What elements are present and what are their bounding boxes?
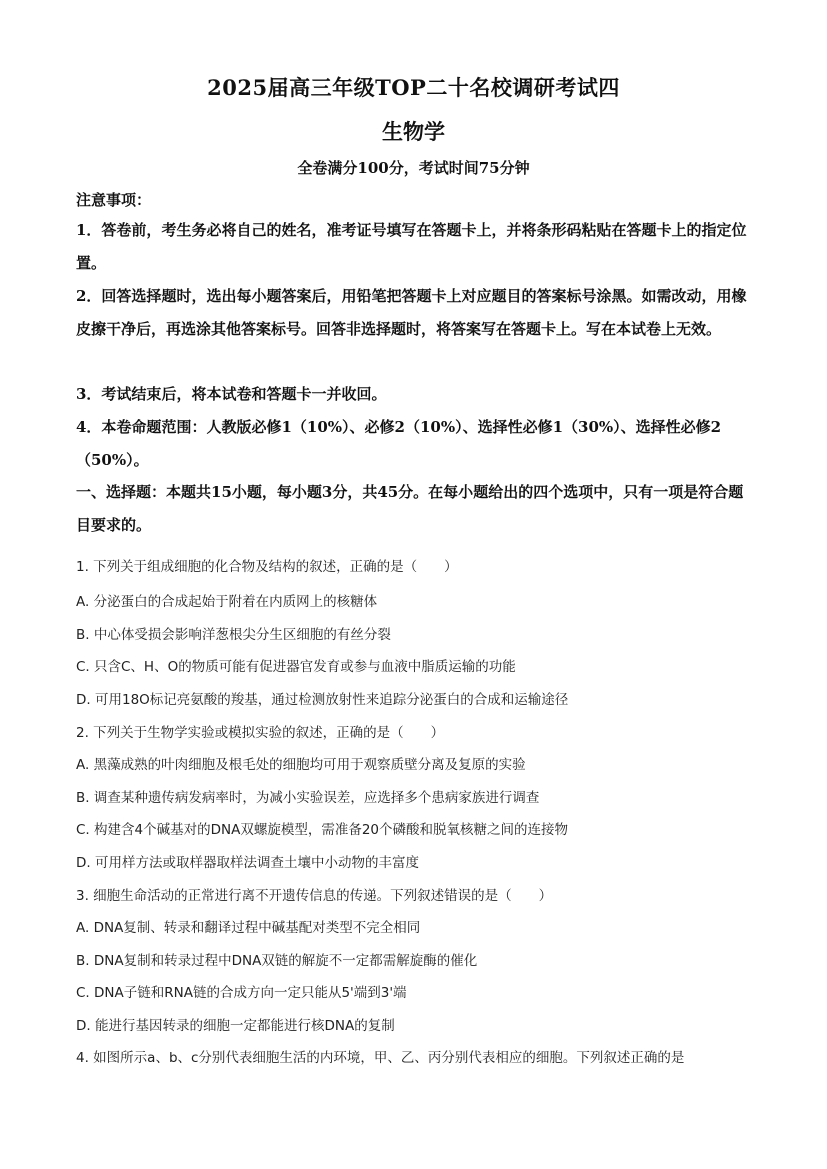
question-2-stem: 2. 下列关于生物学实验或模拟实验的叙述，正确的是（ ） <box>76 725 445 741</box>
question-1-option-d: D. 可用18O标记亮氨酸的羧基，通过检测放射性来追踪分泌蛋白的合成和运输途径 <box>76 692 569 708</box>
notice-heading: 注意事项： <box>76 191 152 209</box>
question-2-option-c: C. 构建含4个碱基对的DNA双螺旋模型，需准备20个磷酸和脱氧核糖之间的连接物 <box>76 822 569 838</box>
notice-item-4: 4．本卷命题范围：人教版必修1（10%）、必修2（10%）、选择性必修1（30%）、选择性必修2（50%）。 <box>76 418 722 469</box>
notice-item-3: 3．考试结束后，将本试卷和答题卡一并收回。 <box>76 385 387 403</box>
section-heading: 一、选择题：本题共15小题，每小题3分，共45分。在每小题给出的四个选项中，只有一项是符合题目要求的。 <box>76 483 744 534</box>
question-1-option-a: A. 分泌蛋白的合成起始于附着在内质网上的核糖体 <box>76 594 378 610</box>
question-2-option-d: D. 可用样方法或取样器取样法调查土壤中小动物的丰富度 <box>76 855 419 871</box>
exam-info: 全卷满分100分，考试时间75分钟 <box>297 159 530 177</box>
question-3-option-a: A. DNA复制、转录和翻译过程中碱基配对类型不完全相同 <box>76 920 421 936</box>
question-3-stem: 3. 细胞生命活动的正常进行离不开遗传信息的传递。下列叙述错误的是（ ） <box>76 888 553 904</box>
question-4-stem: 4. 如图所示a、b、c分别代表细胞生活的内环境，甲、乙、丙分别代表相应的细胞。下列叙述正确的是 <box>76 1050 685 1066</box>
question-3-option-b: B. DNA复制和转录过程中DNA双链的解旋不一定都需解旋酶的催化 <box>76 953 478 969</box>
subject-title: 生物学 <box>382 119 445 144</box>
question-2-option-a: A. 黑藻成熟的叶肉细胞及根毛处的细胞均可用于观察质壁分离及复原的实验 <box>76 757 526 773</box>
notice-item-2: 2．回答选择题时，选出每小题答案后，用铅笔把答题卡上对应题目的答案标号涂黑。如需改动，用橡皮擦干净后，再选涂其他答案标号。回答非选择题时，将答案写在答题卡上。写在本试卷上无效。 <box>76 287 747 338</box>
exam-title: 2025届高三年级TOP二十名校调研考试四 <box>207 75 620 100</box>
question-1-option-c: C. 只含C、H、O的物质可能有促进器官发育或参与血液中脂质运输的功能 <box>76 659 516 675</box>
question-1-stem: 1. 下列关于组成细胞的化合物及结构的叙述，正确的是（ ） <box>76 559 458 575</box>
question-1-option-b: B. 中心体受损会影响洋葱根尖分生区细胞的有丝分裂 <box>76 627 391 643</box>
question-2-option-b: B. 调查某种遗传病发病率时，为减小实验误差，应选择多个患病家族进行调查 <box>76 790 540 806</box>
notice-item-1: 1．答卷前，考生务必将自己的姓名，准考证号填写在答题卡上，并将条形码粘贴在答题卡上的指定位置。 <box>76 221 747 272</box>
question-3-option-d: D. 能进行基因转录的细胞一定都能进行核DNA的复制 <box>76 1018 395 1034</box>
question-3-option-c: C. DNA子链和RNA链的合成方向一定只能从5'端到3'端 <box>76 985 407 1001</box>
